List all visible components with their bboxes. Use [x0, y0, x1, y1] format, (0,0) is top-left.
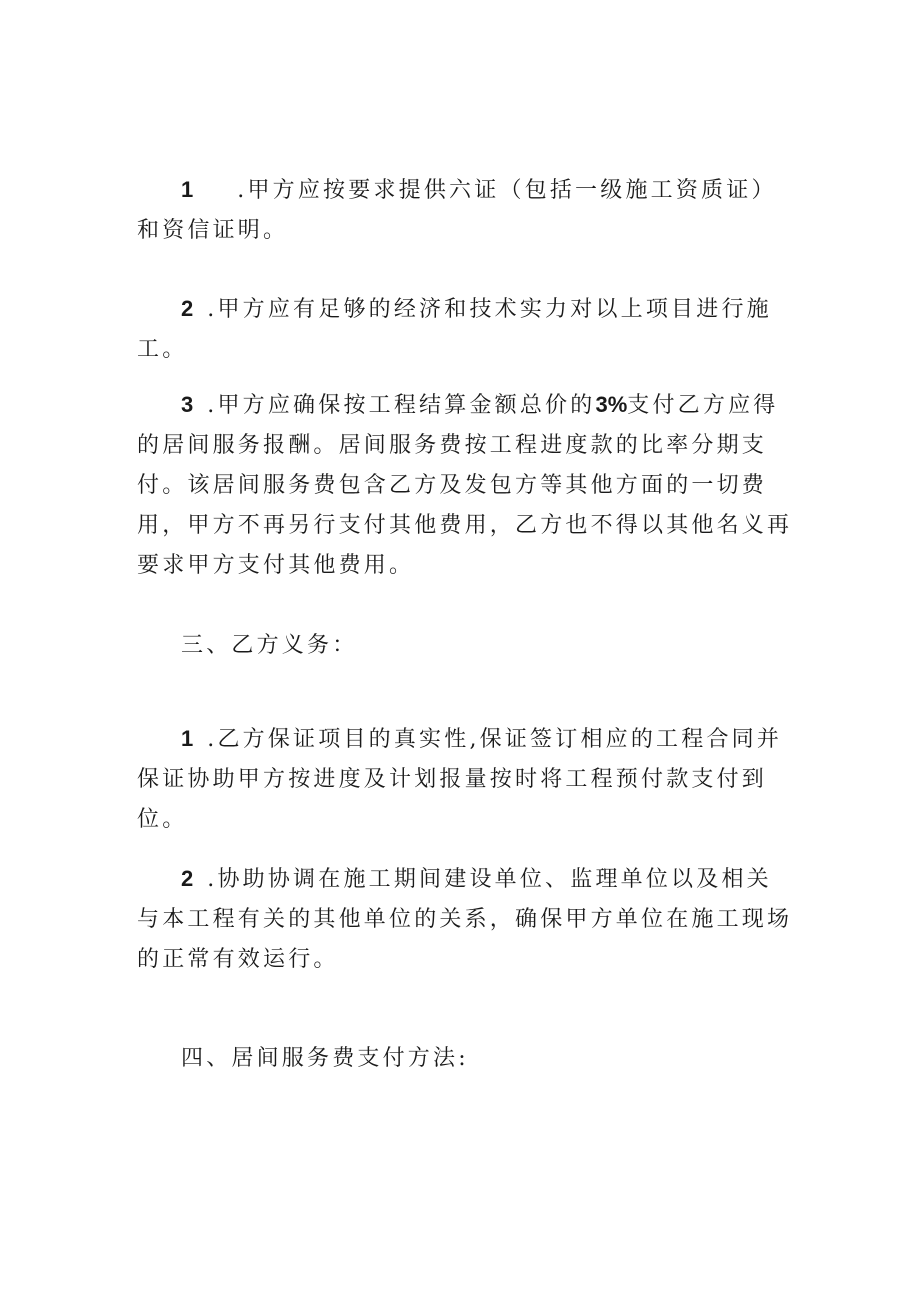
fee-percentage: 3%: [595, 392, 628, 417]
item-number: 1: [181, 726, 194, 751]
item-text: 协助协调在施工期间建设单位、监理单位以及相关与本工程有关的其他单位的关系，确保甲方单位在施工现场的正常有效运行。: [137, 867, 793, 972]
item-text: 甲方应按要求提供六证（包括一级施工资质证）和资信证明。: [137, 178, 777, 243]
item-text-after: 支付乙方应得的居间服务报酬。居间服务费按工程进度款的比率分期支付。该居间服务费包含乙方及发包方等其他方面的一切费用，甲方不再另行支付其他费用，乙方也不得以其他名义再要求甲方支付其他费用。: [137, 393, 793, 578]
item-dot: .: [207, 297, 218, 322]
item-number: 1: [181, 177, 194, 202]
item-number: 3: [181, 392, 194, 417]
item-dot: .: [207, 867, 218, 892]
item-number: 2: [181, 866, 194, 891]
party-a-item-3: [137, 385, 797, 586]
party-b-item-1: [137, 719, 797, 840]
item-text: 甲方应有足够的经济和技术实力对以上项目进行施工。: [137, 297, 772, 362]
party-a-item-2: [137, 289, 797, 370]
party-a-item-1: [137, 170, 797, 251]
section-4-heading: 四、居间服务费支付方法:: [181, 1046, 469, 1071]
item-text: 乙方保证项目的真实性,保证签订相应的工程合同并保证协助甲方按进度及计划报量按时将工程预付款支付到位。: [137, 727, 783, 832]
item-text-before: 甲方应确保按工程结算金额总价的: [217, 393, 596, 418]
item-dot: .: [237, 178, 248, 203]
item-dot: .: [207, 727, 218, 752]
item-number: 2: [181, 296, 194, 321]
party-b-item-2: [137, 859, 797, 980]
section-3-heading: 三、乙方义务：: [181, 633, 358, 658]
item-dot: .: [207, 393, 218, 418]
